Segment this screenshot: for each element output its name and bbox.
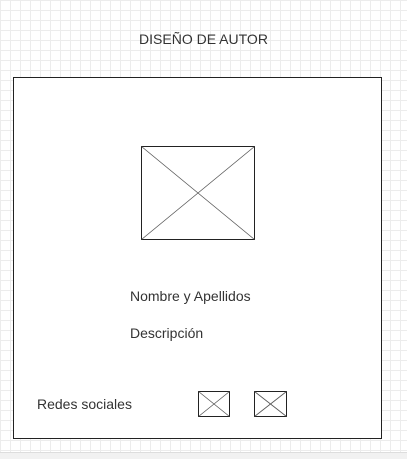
social-network-placeholder-icon[interactable] <box>254 391 287 417</box>
author-description-label: Descripción <box>130 325 204 341</box>
author-card <box>13 77 382 439</box>
social-network-placeholder-icon[interactable] <box>198 391 230 417</box>
social-networks-label: Redes sociales <box>37 396 132 412</box>
page-title: DISEÑO DE AUTOR <box>139 31 268 47</box>
image-placeholder-icon <box>141 146 255 240</box>
author-name-label: Nombre y Apellidos <box>130 288 251 304</box>
